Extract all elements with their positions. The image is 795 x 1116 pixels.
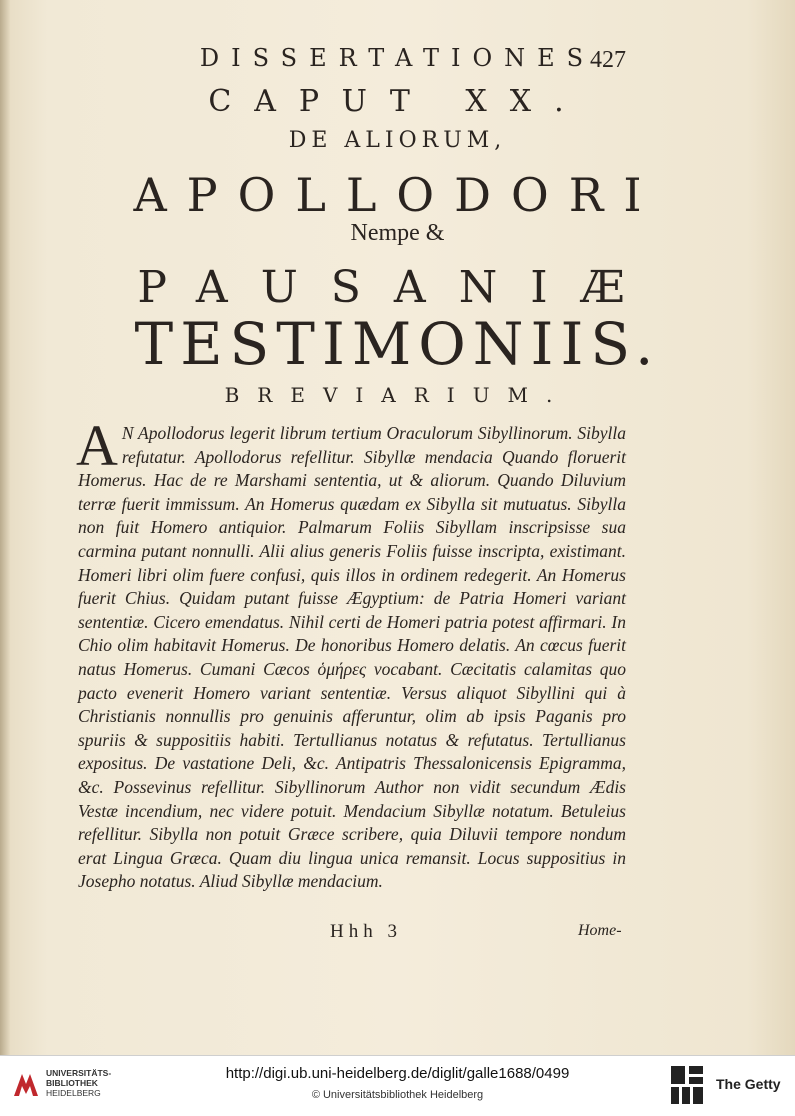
catchword: Home-	[578, 922, 622, 939]
title-line-pausaniae: PAUSANIÆ	[137, 262, 658, 313]
getty-label[interactable]: The Getty	[716, 1076, 781, 1092]
summary-paragraph	[76, 413, 626, 894]
title-line-de-aliorum: DE ALIORUM,	[288, 128, 507, 153]
page-spine-shadow	[0, 0, 10, 1055]
getty-logo-icon[interactable]	[669, 1064, 705, 1106]
chapter-heading: CAPUT XX.	[208, 84, 587, 119]
copyright-notice: © Universitätsbibliothek Heidelberg	[311, 1089, 484, 1101]
title-line-apollodori: APOLLODORI	[133, 168, 662, 222]
page-number: 427	[590, 47, 626, 73]
permalink-url[interactable]: http://digi.ub.uni-heidelberg.de/diglit/galle1688/0499	[225, 1065, 570, 1082]
summary-text: N Apollodorus legerit librum tertium Oraculorum Sibyllinorum. Sibylla refutatur. Apollodorus refellitur. Sibyllæ mendacia Quando floruerit Homerus. Hac de re Marshami sententia, ut & aliorum. Quando Diluvium terræ fuerit immissum. An Homerus quædam ex Sibylla sit mutuatus. Sibylla non fuit Homero antiquior. Palmarum Foliis Sibyllam inscripsisse sua carmina putant nonnulli. Alii alius generis Foliis fuisse inscripta, existimant. Homeri libri olim fuere confusi, quis illos in ordinem redegerit. An Homerus fuerit Chius. Quidam putant fuisse Ægyptium: de Patria Homeri variant sententiæ. Cicero emendatus. Nihil certi de Homeri patria potest affirmari. In Chio olim habitavit Homerus. De honoribus Homero delatis. An cœcus fuerit natus Homerus. Cumani Cæcos ὁμήρες vocabant. Cæcitatis calamitas quo pacto evenerit Homero variant sententiæ. Versus aliquot Sibyllini qui à Christianis nonnullis pro genuinis afferuntur, olim ab ipsis Paganis pro spuriis & suppositiis habiti. Tertullianus notatus & refutatus. Tertullianus expositus. De vastatione Deli, &c. Antipatris Thessalonicensis Epigramma, &c. Possevinus refellitur. Sibyllinorum Author non vidit secundum Ædis Vestæ incendium, nec videre potuit. Mendacium Sibyllæ notatum. Betuleius refellitur. Sibylla non potuit Græce scribere, quia Diluvii tempore nondum erat Lingua Græca. Quam diu lingua unica remansit. Locus suppositius in Josepho notatus. Aliud Sibyllæ mendacium.	[78, 423, 626, 892]
library-name[interactable]: UNIVERSITÄTS- BIBLIOTHEK HEIDELBERG	[46, 1068, 112, 1098]
viewer-footer	[0, 1055, 795, 1116]
drop-cap: A	[76, 413, 118, 478]
title-line-nempe: Nempe &	[350, 220, 445, 246]
title-line-testimoniis: TESTIMONIIS.	[134, 310, 661, 378]
running-head: DISSERTATIONES	[199, 44, 596, 72]
signature-mark: Hhh 3	[330, 921, 402, 942]
subtitle-breviarium: BREVIARIUM.	[224, 383, 571, 407]
